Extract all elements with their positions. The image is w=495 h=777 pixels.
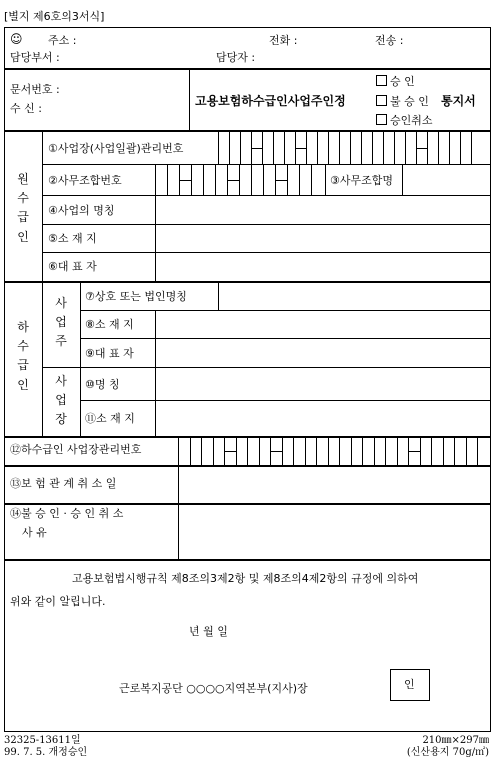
row1-label: ①사업장(사업일괄)관리번호 [48, 142, 184, 155]
digit-cell[interactable] [299, 165, 311, 195]
digit-cell[interactable] [259, 437, 271, 465]
digit-cell[interactable] [454, 437, 466, 465]
digit-cell[interactable] [383, 131, 394, 164]
digit-cell[interactable] [215, 165, 227, 195]
digit-cell[interactable] [251, 165, 263, 195]
digit-cell[interactable] [350, 131, 361, 164]
digit-cell[interactable] [191, 165, 203, 195]
digit-cell[interactable] [416, 131, 427, 164]
option-approve[interactable]: 승 인 [376, 75, 415, 87]
workplace-group: 사 업 장 [55, 374, 67, 427]
issuer-name: 근로복지공단 ○○○○지역본부(지사)장 [119, 682, 308, 695]
digit-cell[interactable] [227, 165, 239, 195]
digit-cell[interactable] [273, 131, 284, 164]
digit-cell[interactable] [262, 131, 273, 164]
row6-label: ⑥대 표 자 [48, 260, 97, 273]
digit-cell[interactable] [239, 165, 251, 195]
digit-cell[interactable] [471, 131, 482, 164]
digit-cell[interactable] [477, 437, 489, 465]
cancel-checkbox[interactable] [376, 114, 387, 125]
digit-cell[interactable] [305, 437, 317, 465]
digit-cell[interactable] [351, 437, 363, 465]
digit-cell[interactable] [362, 437, 374, 465]
recipient-label: 수 신 : [10, 102, 42, 115]
row14-label: ⑭불 승 인 · 승 인 취 소 [10, 507, 124, 520]
digit-cell[interactable] [179, 165, 191, 195]
digit-cell[interactable] [306, 131, 317, 164]
row14-sublabel: 사 유 [22, 526, 47, 539]
notice-body-line2: 위와 같이 알립니다. [10, 595, 106, 608]
digit-cell[interactable] [167, 165, 179, 195]
digit-cell[interactable] [178, 437, 190, 465]
digit-cell[interactable] [420, 437, 432, 465]
digit-cell[interactable] [240, 131, 251, 164]
department-label: 담당부서 : [10, 51, 60, 64]
digit-cell[interactable] [317, 131, 328, 164]
approve-checkbox[interactable] [376, 75, 387, 86]
row8-label: ⑧소 재 지 [85, 318, 134, 331]
digit-cell[interactable] [466, 437, 478, 465]
digit-cell[interactable] [236, 437, 248, 465]
office-union-number-field[interactable] [155, 165, 325, 195]
digit-cell[interactable] [213, 437, 225, 465]
digit-cell[interactable] [275, 165, 287, 195]
digit-cell[interactable] [293, 437, 305, 465]
digit-cell[interactable] [284, 131, 295, 164]
digit-cell[interactable] [328, 437, 340, 465]
subcontractor-section: 하 수 급 인 [17, 320, 29, 392]
employer-group: 사 업 주 [55, 296, 67, 349]
workplace-number-field[interactable] [218, 131, 491, 164]
footer-code: 32325-13611일 [4, 735, 81, 746]
digit-cell[interactable] [372, 131, 383, 164]
digit-cell[interactable] [374, 437, 386, 465]
digit-cell[interactable] [287, 165, 299, 195]
digit-cell[interactable] [431, 437, 443, 465]
option-reject[interactable]: 불 승 인 [376, 95, 429, 107]
person-in-charge-label: 담당자 : [216, 51, 256, 64]
option-cancel[interactable]: 승인취소 [376, 114, 433, 126]
row5-label: ⑤소 재 지 [48, 232, 97, 245]
subcontractor-workplace-number-field[interactable] [178, 437, 491, 465]
notice-body-line1: 고용보험법시행규칙 제8조의3제2항 및 제8조의4제2항의 규정에 의하여 [72, 572, 419, 585]
digit-cell[interactable] [295, 131, 306, 164]
digit-cell[interactable] [443, 437, 455, 465]
digit-cell[interactable] [247, 437, 259, 465]
row12-label: ⑫하수급인 사업장관리번호 [10, 443, 142, 456]
digit-cell[interactable] [408, 437, 420, 465]
digit-cell[interactable] [224, 437, 236, 465]
form-number-tag: [별지 제6호의3서식] [4, 10, 105, 23]
row3-label: ③사무조합명 [330, 174, 393, 187]
digit-cell[interactable] [282, 437, 294, 465]
digit-cell[interactable] [203, 165, 215, 195]
notice-label: 통지서 [441, 94, 476, 108]
digit-cell[interactable] [218, 131, 229, 164]
digit-cell[interactable] [397, 437, 409, 465]
digit-cell[interactable] [316, 437, 328, 465]
digit-cell[interactable] [251, 131, 262, 164]
smiley-icon: ☺ [10, 32, 23, 46]
phone-label: 전화 : [269, 34, 298, 47]
footer-paper-size: 210㎜×297㎜ [422, 735, 489, 746]
reject-checkbox[interactable] [376, 95, 387, 106]
prime-contractor-section: 원 수 급 인 [17, 172, 29, 244]
digit-cell[interactable] [361, 131, 372, 164]
digit-cell[interactable] [427, 131, 438, 164]
address-label: 주소 : [48, 34, 77, 47]
digit-cell[interactable] [190, 437, 202, 465]
digit-cell[interactable] [438, 131, 449, 164]
digit-cell[interactable] [405, 131, 416, 164]
row13-label: ⑬보 험 관 계 취 소 일 [10, 477, 117, 490]
digit-cell[interactable] [155, 165, 167, 195]
row9-label: ⑨대 표 자 [85, 347, 134, 360]
digit-cell[interactable] [449, 131, 460, 164]
digit-cell[interactable] [339, 131, 350, 164]
digit-cell[interactable] [385, 437, 397, 465]
digit-cell[interactable] [460, 131, 471, 164]
seal-label: 인 [404, 678, 415, 691]
digit-cell[interactable] [328, 131, 339, 164]
digit-cell[interactable] [201, 437, 213, 465]
digit-cell[interactable] [394, 131, 405, 164]
footer-paper-type: (신산용지 70g/㎡) [406, 747, 489, 758]
row7-label: ⑦상호 또는 법인명칭 [85, 290, 187, 303]
row2-label: ②사무조합번호 [48, 174, 122, 187]
digit-cell[interactable] [229, 131, 240, 164]
document-number-label: 문서번호 : [10, 83, 60, 96]
date-line: 년 월 일 [189, 625, 228, 638]
digit-cell[interactable] [270, 437, 282, 465]
document-title: 고용보험하수급인사업주인정 [195, 94, 346, 108]
fax-label: 전송 : [375, 34, 404, 47]
digit-cell[interactable] [311, 165, 323, 195]
row10-label: ⑩명 칭 [85, 378, 120, 391]
digit-cell[interactable] [339, 437, 351, 465]
digit-cell[interactable] [263, 165, 275, 195]
row11-label: ⑪소 재 지 [85, 412, 135, 425]
row4-label: ④사업의 명칭 [48, 204, 115, 217]
footer-approval: 99. 7. 5. 개정승인 [4, 747, 88, 758]
